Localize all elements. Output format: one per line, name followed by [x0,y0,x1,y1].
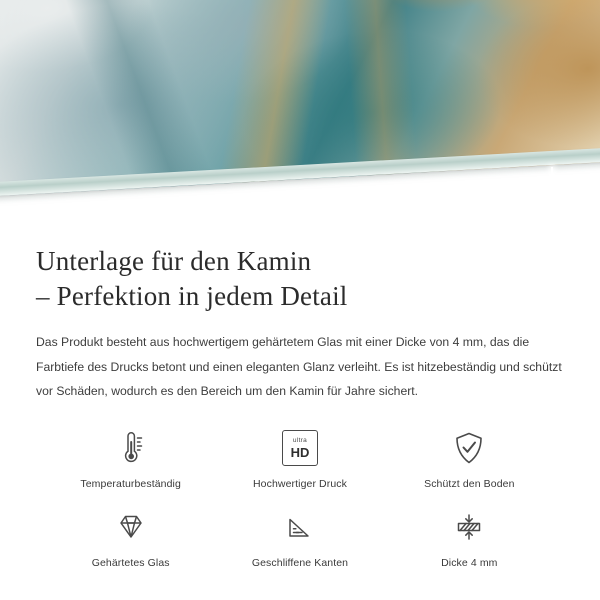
page-title [36,244,564,314]
feature-grid [36,427,564,569]
feature-label: Dicke 4 mm [441,557,498,570]
sparkle-small-icon [570,176,592,198]
ultra-hd-badge-top: ultra [292,437,308,445]
feature-label: Hochwertiger Druck [252,478,347,491]
thickness-icon [448,506,490,548]
feature-label: Temperaturbeständig [80,478,181,491]
content-section [0,222,600,569]
description-paragraph: Das Produkt besteht aus hochwertigem gehärtetem Glas mit einer Dicke von 4 mm, das die Farbtiefe des Drucks betont und einen eleganten Glanz verleiht. Es ist hitzebeständig und schützt vor Schäden, wodurch es den Bereich um den Kamin für Jahre sichert. [36,335,562,398]
feature-item [385,506,554,569]
feature-label: Schützt den Boden [424,478,515,491]
hero-image [0,0,600,222]
diamond-icon [110,506,152,548]
feature-item [215,427,384,490]
shield-check-icon [448,427,490,469]
headline-line-1: Unterlage für den Kamin [36,246,312,276]
feature-item [215,506,384,569]
thermometer-icon [110,427,152,469]
ultra-hd-icon [282,427,318,469]
polished-edges-icon [279,506,321,548]
feature-item [385,427,554,490]
ultra-hd-badge-bottom: HD [290,444,310,460]
feature-item [46,506,215,569]
feature-label: Gehärtetes Glas [91,557,170,570]
feature-label: Geschliffene Kanten [251,557,349,570]
headline-line-2: – Perfektion in jedem Detail [36,281,348,312]
feature-item [46,427,215,490]
